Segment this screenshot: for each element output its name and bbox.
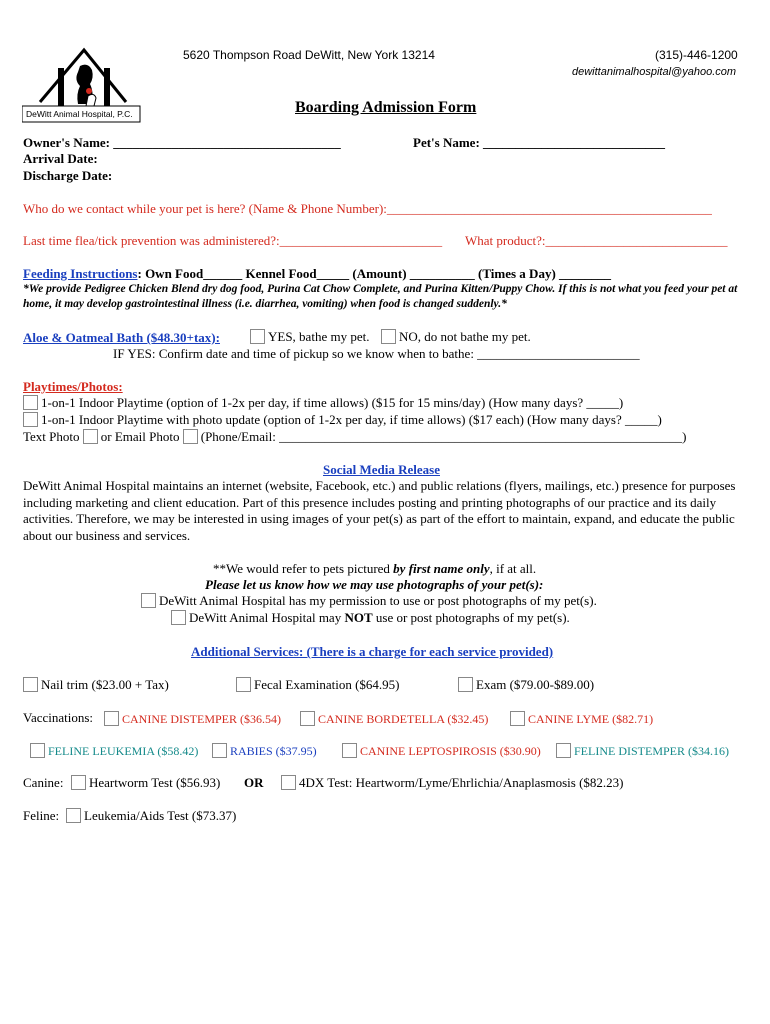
bath-no-checkbox[interactable] — [381, 329, 396, 344]
rabies-checkbox[interactable] — [212, 743, 227, 758]
bath-yes-option[interactable] — [250, 329, 369, 345]
text-photo-label: Text Photo — [23, 429, 80, 444]
playtime-option-1[interactable] — [23, 395, 623, 411]
fecal-exam-label: Fecal Examination ($64.95) — [254, 677, 400, 692]
photo-permission-label: DeWitt Animal Hospital has my permission to use or post photographs of my pet(s). — [159, 593, 597, 608]
bath-yes-label: YES, bathe my pet. — [268, 329, 370, 344]
canine-lepto-option[interactable] — [342, 743, 541, 759]
exam-option[interactable] — [458, 677, 594, 693]
product-field[interactable]: What product?:____________________________ — [465, 233, 728, 248]
nail-trim-option[interactable] — [23, 677, 169, 693]
email-address: dewittanimalhospital@yahoo.com — [572, 66, 737, 78]
canine-lyme-label: CANINE LYME ($82.71) — [528, 712, 654, 726]
refer-emphasis: by first name only — [393, 561, 490, 576]
flea-tick-field[interactable]: Last time flea/tick prevention was administered?:_________________________ — [23, 233, 443, 248]
fourdx-checkbox[interactable] — [281, 775, 296, 790]
refer-by-name-note — [213, 561, 536, 577]
social-media-paragraph: DeWitt Animal Hospital maintains an internet (website, Facebook, etc.) and public relations (flyers, mailings, etc.) presence for purposes including marketing and client education. Part of this presence includes posting and printing photographs of our practice and its daily activities. Therefore, we may be interested in using images of your pet(s) as part of the effort to maintain, expand, and educate the public about our business and services. — [23, 478, 736, 543]
fecal-exam-checkbox[interactable] — [236, 677, 251, 692]
denial-post: use or post photographs of my pet(s). — [372, 610, 570, 625]
bath-yes-checkbox[interactable] — [250, 329, 265, 344]
feline-distemper-checkbox[interactable] — [556, 743, 571, 758]
feline-leukemia-label: FELINE LEUKEMIA ($58.42) — [48, 744, 199, 758]
canine-bordetella-label: CANINE BORDETELLA ($32.45) — [318, 712, 489, 726]
playtime-1-label: 1-on-1 Indoor Playtime (option of 1-2x per day, if time allows) ($15 for 15 mins/day) (How many days? _____) — [41, 395, 624, 410]
bath-label: Aloe & Oatmeal Bath ($48.30+tax): — [23, 330, 220, 345]
logo-text: DeWitt Animal Hospital, P.C. — [26, 109, 133, 119]
pet-name-field[interactable]: Pet's Name: ____________________________ — [413, 135, 666, 150]
email-photo-checkbox[interactable] — [183, 429, 198, 444]
bath-confirm-field[interactable]: IF YES: Confirm date and time of pickup so we know when to bathe: _________________________ — [113, 346, 640, 361]
leukemia-aids-checkbox[interactable] — [66, 808, 81, 823]
nail-trim-checkbox[interactable] — [23, 677, 38, 692]
bath-no-option[interactable] — [381, 329, 531, 345]
heartworm-label: Heartworm Test ($56.93) — [89, 775, 221, 790]
canine-lepto-label: CANINE LEPTOSPIROSIS ($30.90) — [360, 744, 541, 758]
playtime-2-checkbox[interactable] — [23, 412, 38, 427]
photo-denial-checkbox[interactable] — [171, 610, 186, 625]
leukemia-aids-option[interactable] — [66, 808, 236, 824]
photo-permission-checkbox[interactable] — [141, 593, 156, 608]
canine-bordetella-option[interactable] — [300, 711, 488, 727]
photo-delivery-row[interactable] — [23, 429, 686, 445]
canine-label: Canine: — [23, 775, 64, 790]
contact-field[interactable]: Who do we contact while your pet is here? (Name & Phone Number):__________________________________________________ — [23, 201, 712, 216]
heartworm-checkbox[interactable] — [71, 775, 86, 790]
canine-bordetella-checkbox[interactable] — [300, 711, 315, 726]
refer-pre: **We would refer to pets pictured — [213, 561, 394, 576]
playtimes-title: Playtimes/Photos: — [23, 379, 123, 394]
hospital-logo — [22, 44, 142, 126]
email-photo-label: or Email Photo — [100, 429, 180, 444]
address: 5620 Thompson Road DeWitt, New York 13214 — [183, 48, 435, 62]
canine-lepto-checkbox[interactable] — [342, 743, 357, 758]
feeding-note: *We provide Pedigree Chicken Blend dry dog food, Purina Cat Chow Complete, and Purina Kitten/Puppy Chow. If this is not what you feed your pet at home, it may develop gastrointestinal illness (i.e. diarrhea, vomiting) when food is changed suddenly.* — [23, 283, 738, 310]
social-media-title: Social Media Release — [323, 462, 440, 477]
text-photo-checkbox[interactable] — [83, 429, 98, 444]
rabies-label: RABIES ($37.95) — [230, 744, 317, 758]
bath-no-label: NO, do not bathe my pet. — [399, 329, 531, 344]
feeding-instructions[interactable] — [23, 266, 611, 282]
additional-services-title: Additional Services: (There is a charge for each service provided) — [191, 644, 554, 659]
playtime-1-checkbox[interactable] — [23, 395, 38, 410]
canine-distemper-option[interactable] — [104, 711, 281, 727]
feeding-fields: : Own Food______ Kennel Food_____ (Amount) __________ (Times a Day) ________ — [137, 266, 612, 281]
rabies-option[interactable] — [212, 743, 317, 759]
owner-name-field[interactable]: Owner's Name: ___________________________________ — [23, 135, 341, 150]
form-title: Boarding Admission Form — [295, 99, 477, 116]
vaccinations-label: Vaccinations: — [23, 710, 94, 725]
nail-trim-label: Nail trim ($23.00 + Tax) — [41, 677, 169, 692]
canine-lyme-option[interactable] — [510, 711, 653, 727]
canine-lyme-checkbox[interactable] — [510, 711, 525, 726]
feline-distemper-option[interactable] — [556, 743, 729, 759]
canine-distemper-label: CANINE DISTEMPER ($36.54) — [122, 712, 281, 726]
feline-label: Feline: — [23, 808, 60, 823]
phone-number: (315)-446-1200 — [655, 48, 738, 62]
leukemia-aids-label: Leukemia/Aids Test ($73.37) — [84, 808, 237, 823]
photo-denial-option[interactable] — [171, 610, 570, 626]
arrival-date-field[interactable]: Arrival Date: — [23, 151, 98, 166]
denial-pre: DeWitt Animal Hospital may — [189, 610, 345, 625]
or-label: OR — [244, 775, 264, 790]
fourdx-option[interactable] — [281, 775, 624, 791]
feeding-label: Feeding Instructions — [23, 266, 138, 281]
photo-permission-option[interactable] — [141, 593, 597, 609]
denial-not: NOT — [344, 610, 373, 625]
phone-email-field[interactable]: (Phone/Email: ______________________________________________________________) — [200, 429, 687, 444]
exam-label: Exam ($79.00-$89.00) — [476, 677, 595, 692]
feline-leukemia-checkbox[interactable] — [30, 743, 45, 758]
discharge-date-field[interactable]: Discharge Date: — [23, 168, 113, 183]
refer-post: , if at all. — [489, 561, 537, 576]
heartworm-option[interactable] — [71, 775, 220, 791]
fecal-exam-option[interactable] — [236, 677, 400, 693]
exam-checkbox[interactable] — [458, 677, 473, 692]
fourdx-label: 4DX Test: Heartworm/Lyme/Ehrlichia/Anaplasmosis ($82.23) — [299, 775, 624, 790]
playtime-2-label: 1-on-1 Indoor Playtime with photo update (option of 1-2x per day, if time allows) ($17 each) (How many days? _____) — [41, 412, 662, 427]
feline-leukemia-option[interactable] — [30, 743, 198, 759]
feline-distemper-label: FELINE DISTEMPER ($34.16) — [574, 744, 729, 758]
playtime-option-2[interactable] — [23, 412, 662, 428]
photo-usage-prompt: Please let us know how we may use photographs of your pet(s): — [205, 577, 544, 592]
canine-distemper-checkbox[interactable] — [104, 711, 119, 726]
